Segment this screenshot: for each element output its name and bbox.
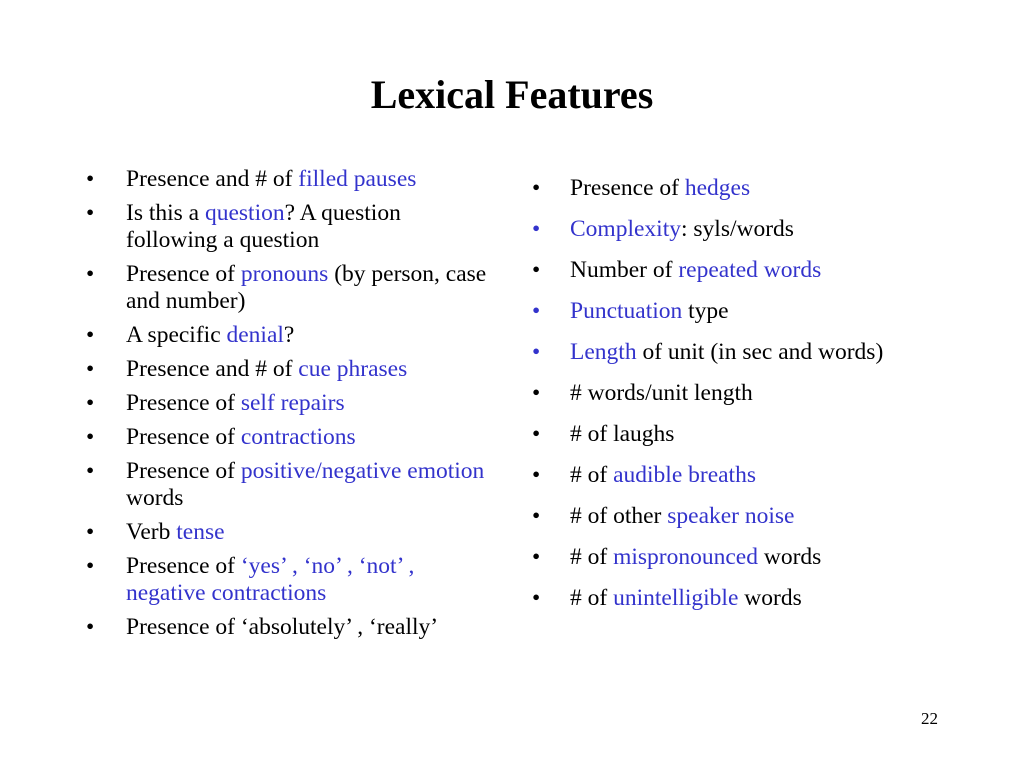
bullet-icon: • <box>532 503 541 529</box>
bullet-text: words <box>757 544 822 570</box>
bullet-icon: • <box>532 339 541 365</box>
bullet-text: Verb <box>126 519 177 545</box>
bullet-text: words <box>738 585 802 611</box>
bullet-item <box>532 541 912 574</box>
highlighted-term: hedges <box>684 175 751 201</box>
bullet-text: Number of <box>570 257 679 283</box>
bullet-item <box>532 582 912 615</box>
bullet-text: words <box>126 485 184 511</box>
bullet-icon: • <box>86 519 95 545</box>
bullet-item <box>532 172 912 205</box>
bullet-icon: • <box>532 216 541 242</box>
bullet-text: ? A question following a question <box>126 200 401 253</box>
bullet-text: # of other <box>570 503 668 529</box>
bullet-item <box>532 418 912 451</box>
bullet-text: type <box>682 298 729 324</box>
bullet-item <box>532 500 912 533</box>
bullet-text: ? <box>283 322 295 348</box>
bullet-text: (by person, case and number) <box>126 261 487 314</box>
highlighted-term: mispronounced <box>613 544 758 570</box>
bullet-text: # of <box>570 585 614 611</box>
highlighted-term: audible breaths <box>613 462 756 488</box>
bullet-text: Presence and # of <box>126 356 299 382</box>
bullet-text: # of laughs <box>570 421 675 447</box>
highlighted-term: tense <box>176 519 225 545</box>
left-bullet-list <box>86 166 496 648</box>
bullet-text: # words/unit length <box>570 380 753 406</box>
bullet-text: Presence of ‘absolutely’ , ‘really’ <box>126 614 439 640</box>
bullet-icon: • <box>532 544 541 570</box>
highlighted-term: pronouns <box>240 261 329 287</box>
bullet-icon: • <box>86 390 95 416</box>
bullet-text: A specific <box>126 322 227 348</box>
highlighted-term: positive/negative emotion <box>240 458 485 484</box>
bullet-text: Presence of <box>126 261 241 287</box>
bullet-item <box>86 519 496 546</box>
bullet-text: Presence of <box>126 458 241 484</box>
bullet-icon: • <box>532 298 541 324</box>
highlighted-term: repeated words <box>678 257 822 283</box>
bullet-icon: • <box>86 261 95 287</box>
bullet-icon: • <box>86 458 95 484</box>
bullet-icon: • <box>532 585 541 611</box>
bullet-item <box>532 254 912 287</box>
bullet-text: Presence of <box>126 424 241 450</box>
highlighted-term: question <box>204 200 285 226</box>
bullet-icon: • <box>86 614 95 640</box>
bullet-icon: • <box>86 553 95 579</box>
bullet-text: of unit (in sec and words) <box>636 339 884 365</box>
page-number: 22 <box>921 709 938 728</box>
highlighted-term: ‘yes’ , ‘no’ , ‘not’ , negative contractions <box>126 553 415 606</box>
bullet-item <box>86 166 496 193</box>
bullet-text: # of <box>570 462 614 488</box>
bullet-icon: • <box>532 257 541 283</box>
highlighted-term: unintelligible <box>613 585 739 611</box>
bullet-icon: • <box>532 462 541 488</box>
bullet-icon: • <box>532 175 541 201</box>
bullet-item <box>86 614 496 641</box>
bullet-item <box>532 336 912 369</box>
bullet-item <box>86 200 496 254</box>
bullet-icon: • <box>532 380 541 406</box>
bullet-item <box>86 424 496 451</box>
highlighted-term: self repairs <box>240 390 345 416</box>
slide-title: Lexical Features <box>370 72 654 117</box>
bullet-item <box>86 322 496 349</box>
bullet-icon: • <box>86 200 95 226</box>
bullet-icon: • <box>86 166 95 192</box>
bullet-item <box>532 377 912 410</box>
bullet-text: # of <box>570 544 614 570</box>
bullet-item <box>86 261 496 315</box>
highlighted-term: contractions <box>240 424 356 450</box>
highlighted-term: speaker noise <box>667 503 795 529</box>
bullet-text: : syls/words <box>680 216 794 242</box>
bullet-text: Presence of <box>126 553 241 579</box>
bullet-item <box>532 295 912 328</box>
bullet-item <box>86 553 496 607</box>
bullet-icon: • <box>532 421 541 447</box>
bullet-text: Presence and # of <box>126 166 299 192</box>
highlighted-term: cue phrases <box>298 356 408 382</box>
highlighted-term: Complexity <box>570 216 681 242</box>
highlighted-term: Punctuation <box>570 298 683 324</box>
bullet-item <box>532 459 912 492</box>
bullet-text: Is this a <box>126 200 205 226</box>
bullet-item <box>86 458 496 512</box>
bullet-item <box>86 390 496 417</box>
highlighted-term: Length <box>570 339 637 365</box>
highlighted-term: filled pauses <box>298 166 417 192</box>
bullet-icon: • <box>86 322 95 348</box>
bullet-item <box>86 356 496 383</box>
bullet-item <box>532 213 912 246</box>
bullet-text: Presence of <box>126 390 241 416</box>
bullet-icon: • <box>86 356 95 382</box>
right-bullet-list <box>532 172 912 623</box>
bullet-text: Presence of <box>570 175 685 201</box>
bullet-icon: • <box>86 424 95 450</box>
highlighted-term: denial <box>226 322 284 348</box>
